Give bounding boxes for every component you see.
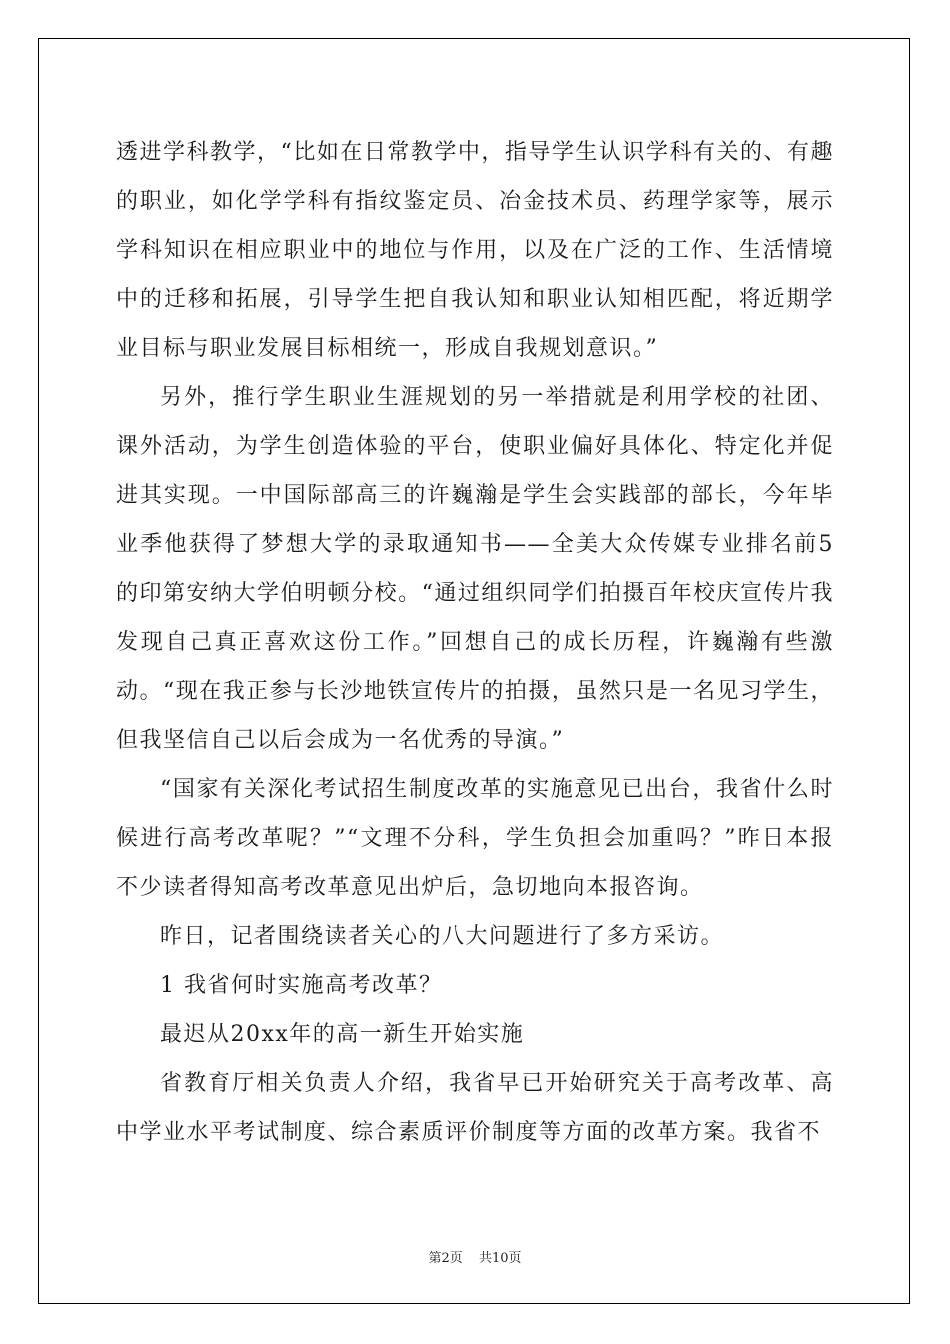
- page-total: 共10页: [478, 1251, 522, 1266]
- page-footer: [0, 1247, 950, 1266]
- section-subheading-1: 最迟从20xx年的高一新生开始实施: [160, 1022, 525, 1047]
- paragraph-1: 透进学科教学，“比如在日常教学中，指导学生认识学科有关的、有趣的职业，如化学学科有指纹鉴定员、冶金技术员、药理学家等，展示学科知识在相应职业中的地位与作用，以及在广泛的工作、生活情境中的迁移和拓展，引导学生把自我认知和职业认知相匹配，将近期学业目标与职业发展目标相统一，形成自我规划意识。”: [116, 140, 834, 361]
- paragraph-5: 省教育厅相关负责人介绍，我省早已开始研究关于高考改革、高中学业水平考试制度、综合素质评价制度等方面的改革方案。我省不: [116, 1071, 834, 1145]
- document-body: [116, 128, 834, 1157]
- paragraph-2: 另外，推行学生职业生涯规划的另一举措就是利用学校的社团、课外活动，为学生创造体验的平台，使职业偏好具体化、特定化并促进其实现。一中国际部高三的许巍瀚是学生会实践部的部长，今年毕业季他获得了梦想大学的录取通知书——全美大众传媒专业排名前5的印第安纳大学伯明顿分校。“通过组织同学们拍摄百年校庆宣传片我发现自己真正喜欢这份工作。”回想自己的成长历程，许巍瀚有些激动。“现在我正参与长沙地铁宣传片的拍摄，虽然只是一名见习学生，但我坚信自己以后会成为一名优秀的导演。”: [116, 385, 834, 753]
- section-heading-1: 1 我省何时实施高考改革？: [160, 973, 443, 998]
- paragraph-3: “国家有关深化考试招生制度改革的实施意见已出台，我省什么时候进行高考改革呢？”“文理不分科，学生负担会加重吗？”昨日本报不少读者得知高考改革意见出炉后，急切地向本报咨询。: [116, 777, 834, 900]
- page-number: 第2页: [428, 1251, 463, 1266]
- paragraph-4: 昨日，记者围绕读者关心的八大问题进行了多方采访。: [160, 924, 725, 949]
